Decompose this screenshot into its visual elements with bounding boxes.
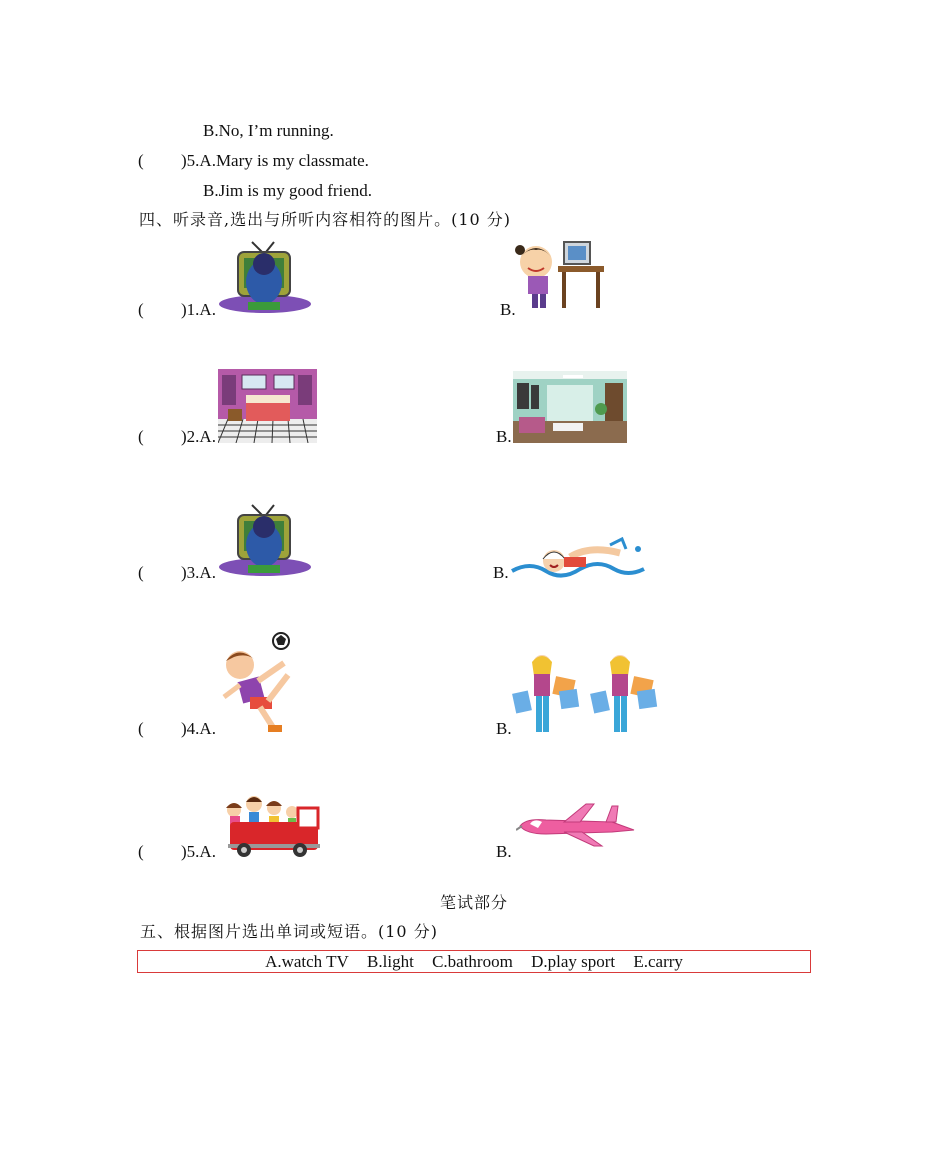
item1-label-b: B. (500, 300, 516, 319)
item3-label-b: B. (493, 563, 509, 582)
boy-watching-tv-picture (218, 503, 312, 579)
q5-paren: ( (138, 151, 144, 170)
item1-paren: ( (138, 300, 144, 319)
written-part-heading: 笔试部分 (440, 893, 509, 912)
boy-swimming-picture (510, 535, 646, 581)
item5-paren: ( (138, 842, 144, 861)
item3-label-a: )3.A. (181, 563, 216, 582)
item2-paren: ( (138, 427, 144, 446)
family-bus-picture (218, 790, 320, 858)
item4-label-b: B. (496, 719, 512, 738)
item4-paren: ( (138, 719, 144, 738)
word-option-b: B.light (367, 952, 414, 971)
women-shopping-picture (512, 652, 672, 736)
item4-label-a: )4.A. (181, 719, 216, 738)
q5-option-b: B.Jim is my good friend. (203, 181, 373, 200)
pink-plane-picture (516, 800, 636, 848)
item3-paren: ( (138, 563, 144, 582)
living-room-picture (513, 371, 627, 443)
bedroom-picture (218, 369, 317, 443)
girl-computer-picture (514, 238, 606, 310)
section4-title: 四、听录音,选出与所听内容相符的图片。(10 分) (139, 210, 512, 229)
word-option-d: D.play sport (531, 952, 616, 971)
q4-option-b: B.No, I’m running. (203, 121, 334, 140)
word-option-e: E.carry (633, 952, 683, 971)
item2-label-a: )2.A. (181, 427, 216, 446)
word-option-c: C.bathroom (432, 952, 513, 971)
section5-title: 五、根据图片选出单词或短语。(10 分) (140, 922, 438, 941)
word-option-a: A.watch TV (265, 952, 349, 971)
item5-label-a: )5.A. (181, 842, 216, 861)
item1-label-a: )1.A. (181, 300, 216, 319)
item2-label-b: B. (496, 427, 512, 446)
item5-label-b: B. (496, 842, 512, 861)
word-bank-box (137, 950, 811, 973)
boy-football-picture (218, 631, 294, 735)
boy-watching-tv-picture (218, 240, 312, 316)
q5-option-a: )5.A.Mary is my classmate. (181, 151, 369, 170)
